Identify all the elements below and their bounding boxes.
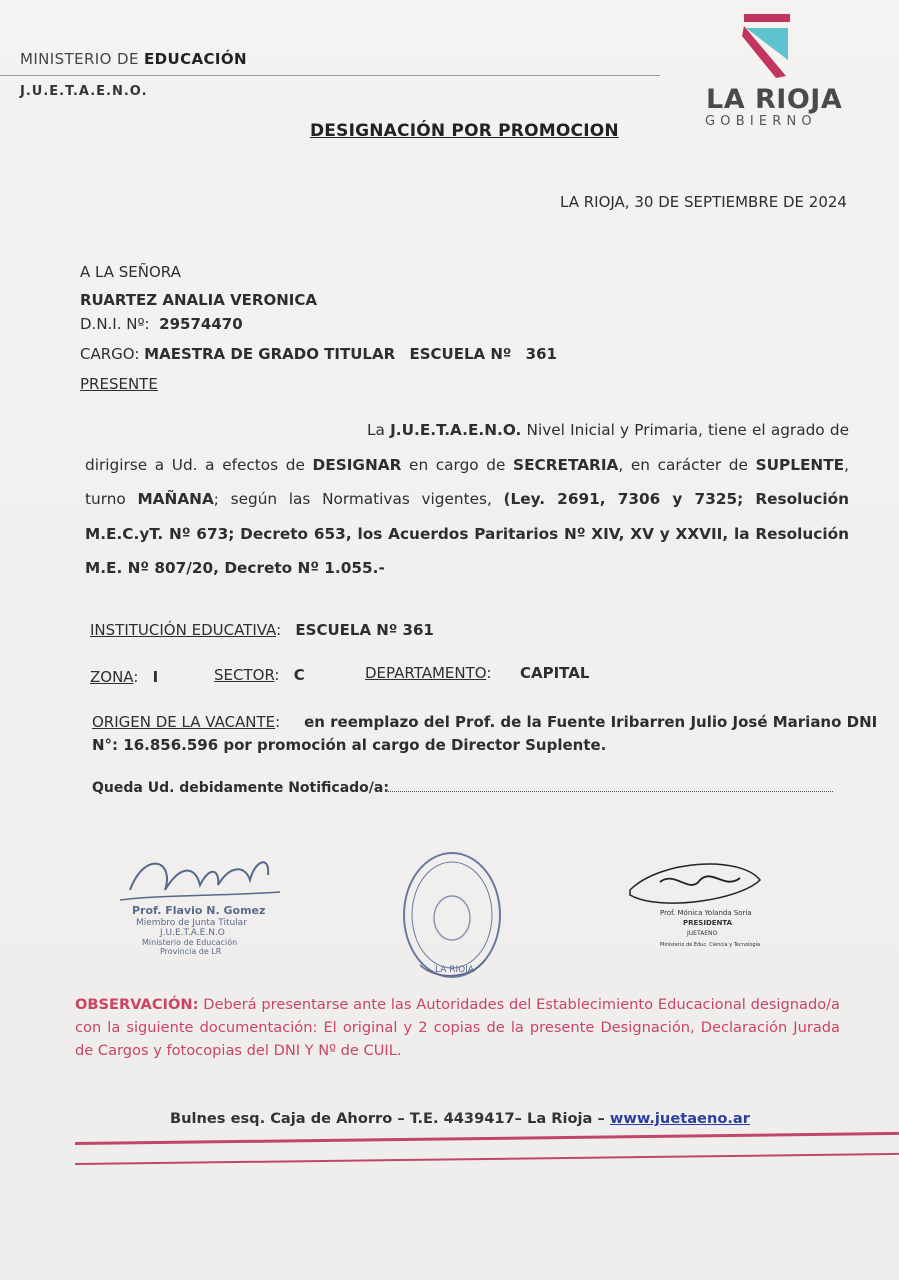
sig1-role: Miembro de Junta Titular	[136, 918, 247, 928]
body-text-5: , turno	[85, 455, 849, 508]
footer-address-text: Bulnes esq. Caja de Ahorro – T.E. 4439417– La Rioja –	[170, 1110, 610, 1127]
footer-address	[170, 1110, 750, 1127]
body-suplente: SUPLENTE	[755, 455, 845, 474]
footer-divider-1	[75, 1132, 899, 1145]
body-text-6: ; según las Normativas vigentes,	[213, 490, 504, 508]
dni-label: D.N.I. Nº:	[80, 315, 150, 333]
logo-subtitle: GOBIERNO	[705, 114, 817, 129]
sig3-org: JUETAENO	[687, 930, 718, 937]
signature-3	[630, 864, 760, 948]
notified-label: Queda Ud. debidamente Notificado/a:	[92, 780, 389, 796]
sig3-ministry: Ministerio de Educ. Ciencia y Tecnología	[660, 942, 761, 948]
official-seal	[404, 853, 500, 977]
body-text-3: en cargo de	[401, 455, 514, 474]
dni-row	[80, 315, 243, 333]
cargo-row	[80, 345, 557, 363]
body-text-2: Nivel Inicial y Primaria, tiene el agrado de dirigirse a Ud. a efectos de	[85, 421, 849, 474]
body-org: J.U.E.T.A.E.N.O.	[390, 421, 522, 439]
zona-value: I	[152, 668, 159, 686]
sig1-org: J.U.E.T.A.E.N.O	[160, 928, 225, 938]
institucion-label: INSTITUCIÓN EDUCATIVA	[90, 621, 277, 639]
signature-dotted-line	[385, 790, 833, 792]
observation-text: Deberá presentarse ante las Autoridades del Establecimiento Educacional designado/a con la siguiente documentación: El original y 2 copias de la presente Designación, Declaración Jurada de Cargos y fotocopias del DNI Y Nº de CUIL.	[75, 996, 840, 1059]
departamento-value: CAPITAL	[519, 664, 590, 682]
footer-divider-2	[75, 1153, 899, 1165]
sig3-role: PRESIDENTA	[683, 919, 733, 927]
sector-label: SECTOR	[214, 666, 275, 684]
zona-label: ZONA	[90, 668, 134, 686]
cargo-value: MAESTRA DE GRADO TITULAR	[144, 345, 396, 363]
la-rioja-logo-icon	[740, 10, 794, 80]
main-paragraph	[85, 413, 849, 586]
body-manana: MAÑANA	[137, 490, 214, 508]
origen-row: ORIGEN DE LA VACANTE: en reemplazo del Prof. de la Fuente Iribarren Julio José Mariano DNI	[92, 713, 878, 731]
body-laws: (Ley. 2691, 7306 y 7325; Resolución M.E.C.yT. Nº 673; Decreto 653, los Acuerdos Paritarios Nº XIV, XV y XXVII, la Resolución M.E. Nº 807/20, Decreto Nº 1.055.-	[85, 490, 849, 577]
body-secretaria: SECRETARIA	[513, 455, 619, 474]
cargo-label: CARGO:	[80, 345, 140, 363]
cargo-school-number: 361	[525, 345, 557, 363]
logo-name: LA RIOJA	[706, 84, 843, 115]
document-title: DESIGNACIÓN POR PROMOCION	[310, 121, 619, 141]
sector-field: SECTOR: C	[214, 666, 305, 684]
signature-1	[120, 862, 280, 956]
ministry-prefix: MINISTERIO DE	[20, 50, 144, 68]
sig1-ministry: Ministerio de Educación	[142, 938, 238, 947]
document-date: LA RIOJA, 30 DE SEPTIEMBRE DE 2024	[560, 193, 847, 211]
cargo-school-label: ESCUELA Nº	[409, 345, 512, 363]
dni-value: 29574470	[159, 315, 243, 333]
seal-text: LA RIOJA	[435, 965, 474, 975]
sig1-province: Provincia de LR	[160, 947, 222, 956]
departamento-label: DEPARTAMENTO	[365, 664, 487, 682]
body-designar: DESIGNAR	[312, 455, 402, 474]
header-divider	[0, 75, 660, 76]
ministry-bold: EDUCACIÓN	[144, 50, 247, 68]
body-text-4: , en carácter de	[618, 455, 756, 474]
sig3-name: Prof. Mónica Yolanda Soria	[660, 909, 752, 917]
org-acronym: J.U.E.T.A.E.N.O.	[20, 84, 148, 99]
sig1-name: Prof. Flavio N. Gomez	[132, 904, 266, 917]
origen-line-1: en reemplazo del Prof. de la Fuente Iribarren Julio José Mariano DNI	[304, 713, 878, 731]
ministry-heading	[20, 50, 247, 68]
salutation: A LA SEÑORA	[80, 263, 181, 281]
institucion-value: ESCUELA Nº 361	[295, 621, 434, 639]
zona-field: ZONA: I	[90, 668, 159, 686]
departamento-field: DEPARTAMENTO: CAPITAL	[365, 664, 590, 682]
institucion-row: INSTITUCIÓN EDUCATIVA: ESCUELA Nº 361	[90, 621, 434, 639]
recipient-name: RUARTEZ ANALIA VERONICA	[80, 291, 317, 309]
observation-block	[75, 993, 840, 1062]
body-text-1: La	[367, 421, 391, 439]
observation-label: OBSERVACIÓN:	[75, 996, 199, 1013]
origen-line-2: N°: 16.856.596 por promoción al cargo de Director Suplente.	[92, 736, 607, 754]
signatures-area	[100, 840, 800, 990]
presente: PRESENTE	[80, 375, 158, 393]
sector-value: C	[293, 666, 305, 684]
footer-website-link[interactable]: www.juetaeno.ar	[609, 1110, 750, 1127]
origen-label: ORIGEN DE LA VACANTE	[92, 713, 276, 731]
